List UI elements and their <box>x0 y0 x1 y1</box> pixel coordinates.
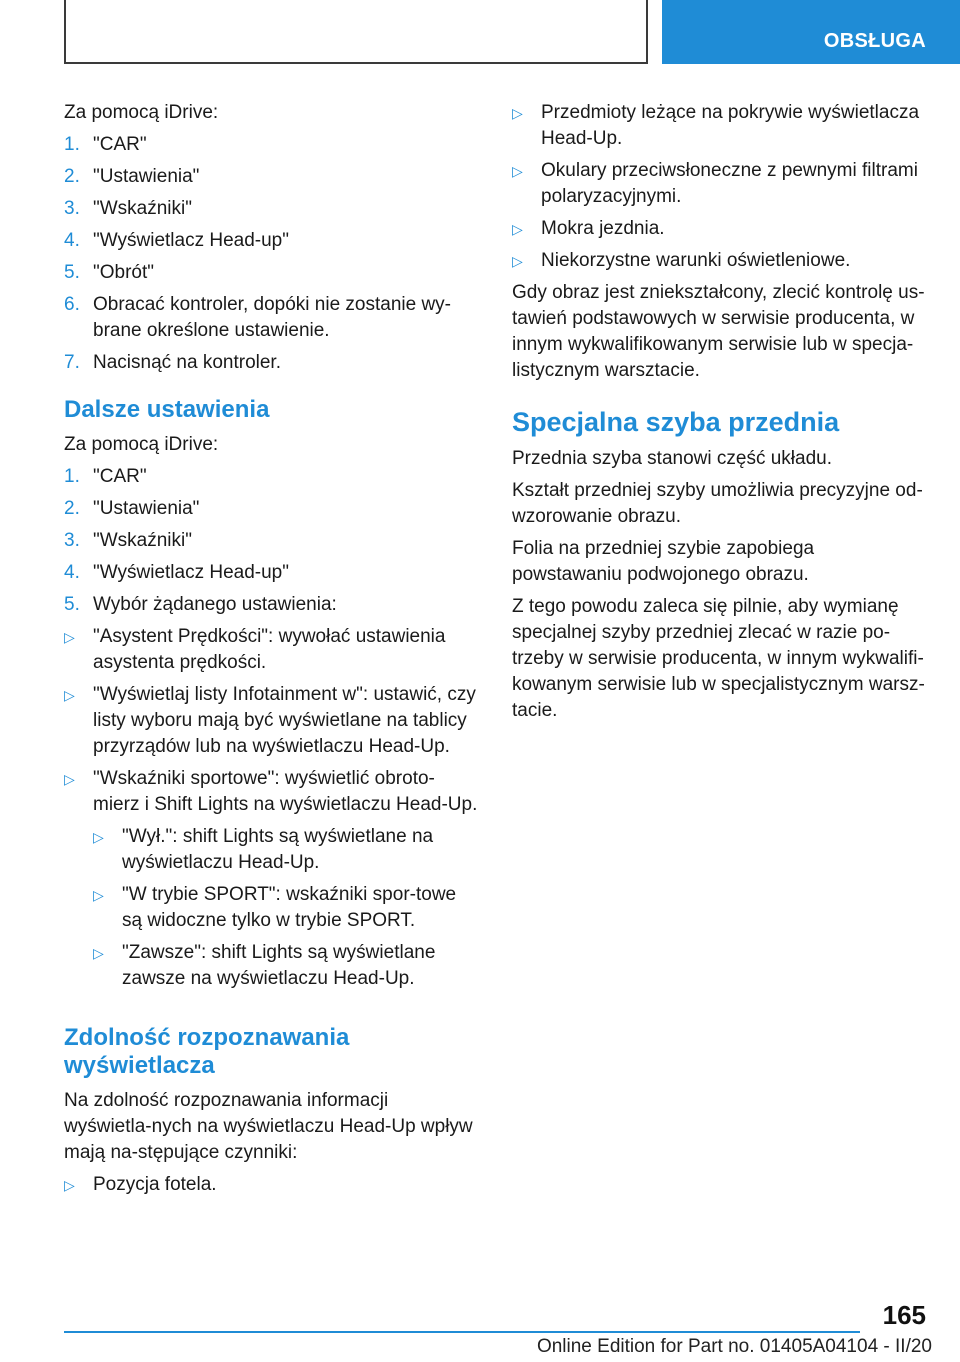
left-column <box>64 100 478 1204</box>
step-text: "Wskaźniki" <box>93 530 192 551</box>
suboption-text: "Zawsze": shift Lights są wyświetlane zawsze na wyświetlaczu Head-Up. <box>122 942 436 989</box>
list-item <box>64 464 478 490</box>
paragraph: Gdy obraz jest zniekształcony, zlecić kontrolę us-tawień podstawowych w serwisie producenta, w innym wykwalifikowanym serwisie lub w specja-listycznym warsztacie. <box>512 282 925 381</box>
list-item <box>64 228 478 254</box>
heading-readability: Zdolność rozpoznawania wyświetlacza <box>64 1024 350 1079</box>
step-number: 1. <box>64 466 80 487</box>
paragraph: Folia na przedniej szybie zapobiega powstawaniu podwojonego obrazu. <box>512 538 815 585</box>
step-number: 2. <box>64 166 80 187</box>
step-number: 7. <box>64 352 80 373</box>
options-list <box>64 624 478 998</box>
step-text: "Ustawienia" <box>93 166 200 187</box>
list-item <box>64 164 478 190</box>
page-number: 165 <box>882 1300 926 1330</box>
step-number: 1. <box>64 134 80 155</box>
list-item <box>512 216 926 242</box>
footer-divider <box>64 1331 860 1333</box>
step-text: "Wyświetlacz Head-up" <box>93 230 289 251</box>
list-item <box>93 824 478 876</box>
triangle-bullet-icon: ▷ <box>93 887 104 903</box>
step-number: 6. <box>64 294 80 315</box>
triangle-bullet-icon: ▷ <box>93 945 104 961</box>
step-text: "Obrót" <box>93 262 155 283</box>
step-text: "Wyświetlacz Head-up" <box>93 562 289 583</box>
step-text: "CAR" <box>93 466 147 487</box>
heading-special-windshield: Specjalna szyba przednia <box>512 407 840 437</box>
list-item <box>93 882 478 934</box>
list-item <box>64 624 478 676</box>
step-number: 4. <box>64 562 80 583</box>
list-item <box>64 196 478 222</box>
step-number: 5. <box>64 594 80 615</box>
list-item <box>64 350 478 376</box>
list-item <box>64 496 478 522</box>
list-item <box>64 132 478 158</box>
option-text: "Asystent Prędkości": wywołać ustawienia asystenta prędkości. <box>93 626 446 673</box>
list-item <box>512 100 926 152</box>
step-text: Nacisnąć na kontroler. <box>93 352 281 373</box>
step-number: 2. <box>64 498 80 519</box>
list-item <box>64 260 478 286</box>
factor-text: Pozycja fotela. <box>93 1174 217 1195</box>
list-item <box>93 940 478 992</box>
steps-list-2 <box>64 464 478 1004</box>
factor-text: Niekorzystne warunki oświetleniowe. <box>541 250 851 271</box>
list-item <box>64 592 478 1004</box>
paragraph: Przednia szyba stanowi część układu. <box>512 448 832 469</box>
step-text: Obracać kontroler, dopóki nie zostanie wy-brane określone ustawienie. <box>93 294 452 341</box>
paragraph: Z tego powodu zaleca się pilnie, aby wymianę specjalnej szyby przedniej zlecać w razie po-trzeby w serwisie producenta, w innym wykwalifi-kowanym serwisie lub w specjalistycznym warsz-tacie. <box>512 596 925 721</box>
factors-list <box>64 1172 478 1198</box>
factors-list-cont <box>512 100 926 274</box>
suboption-text: "Wył.": shift Lights są wyświetlane na wyświetlaczu Head-Up. <box>122 826 434 873</box>
factor-text: Mokra jezdnia. <box>541 218 665 239</box>
factor-text: Okulary przeciwsłoneczne z pewnymi filtrami polaryzacyjnymi. <box>541 160 918 207</box>
triangle-bullet-icon: ▷ <box>64 687 75 703</box>
paragraph: Na zdolność rozpoznawania informacji wyświetla-nych na wyświetlaczu Head-Up wpływ mają na-stępujące czynniki: <box>64 1090 473 1163</box>
list-item <box>64 528 478 554</box>
option-text: "Wskaźniki sportowe": wyświetlić obroto-mierz i Shift Lights na wyświetlaczu Head-Up. <box>93 768 478 815</box>
step-number: 5. <box>64 262 80 283</box>
suboptions-list <box>93 824 478 992</box>
step-number: 3. <box>64 530 80 551</box>
step-text: "Ustawienia" <box>93 498 200 519</box>
triangle-bullet-icon: ▷ <box>93 829 104 845</box>
step-text: "CAR" <box>93 134 147 155</box>
list-item <box>512 158 926 210</box>
chapter-tab[interactable] <box>662 0 960 64</box>
list-item <box>64 766 478 998</box>
option-text: "Wyświetlaj listy Infotainment w": ustawić, czy listy wyboru mają być wyświetlane na tablicy przyrządów lub na wyświetlaczu Head-Up. <box>93 684 476 757</box>
step-number: 4. <box>64 230 80 251</box>
triangle-bullet-icon: ▷ <box>64 1177 75 1193</box>
intro-text: Za pomocą iDrive: <box>64 434 219 455</box>
step-text: Wybór żądanego ustawienia: <box>93 594 337 615</box>
step-text: "Wskaźniki" <box>93 198 192 219</box>
chapter-tab-label: OBSŁUGA <box>823 30 926 52</box>
paragraph: Kształt przedniej szyby umożliwia precyzyjne od-wzorowanie obrazu. <box>512 480 923 527</box>
footer-edition: Online Edition for Part no. 01405A04104 - II/20 <box>536 1336 932 1357</box>
triangle-bullet-icon: ▷ <box>64 771 75 787</box>
step-number: 3. <box>64 198 80 219</box>
triangle-bullet-icon: ▷ <box>512 163 523 179</box>
list-item <box>512 248 926 274</box>
suboption-text: "W trybie SPORT": wskaźniki spor-towe są widoczne tylko w trybie SPORT. <box>122 884 457 931</box>
triangle-bullet-icon: ▷ <box>64 629 75 645</box>
steps-list-1 <box>64 132 478 376</box>
list-item <box>64 682 478 760</box>
list-item <box>64 1172 478 1198</box>
intro-text: Za pomocą iDrive: <box>64 102 219 123</box>
factor-text: Przedmioty leżące na pokrywie wyświetlacza Head-Up. <box>541 102 920 149</box>
triangle-bullet-icon: ▷ <box>512 253 523 269</box>
triangle-bullet-icon: ▷ <box>512 105 523 121</box>
right-column <box>512 100 926 730</box>
triangle-bullet-icon: ▷ <box>512 221 523 237</box>
list-item <box>64 292 478 344</box>
heading-further-settings: Dalsze ustawienia <box>64 396 270 423</box>
list-item <box>64 560 478 586</box>
header-frame <box>64 0 648 64</box>
